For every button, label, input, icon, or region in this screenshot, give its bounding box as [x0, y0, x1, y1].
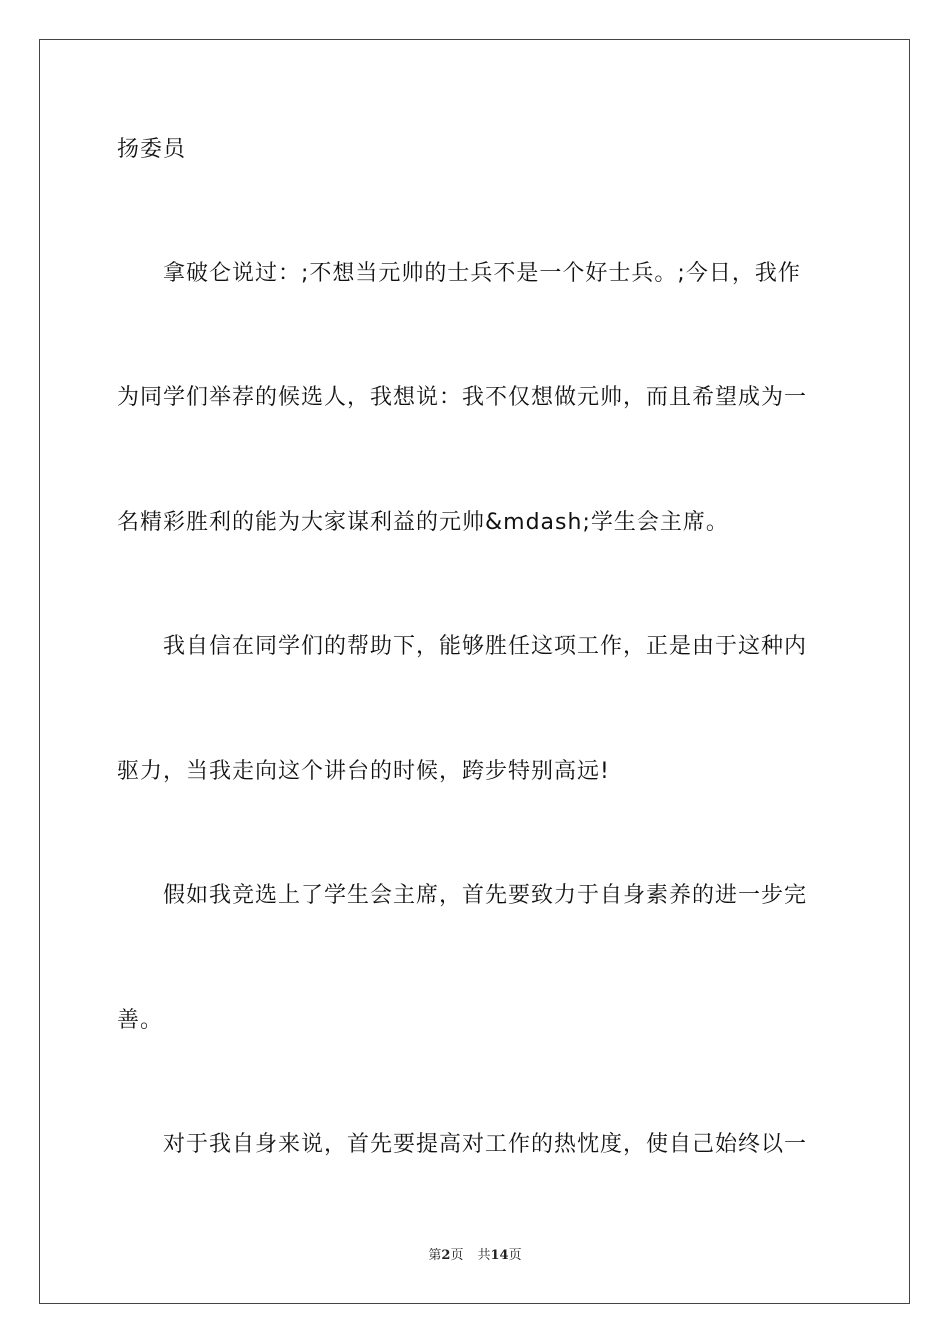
text-line-3: 为同学们举荐的候选人，我想说：我不仅想做元帅，而且希望成为一 — [117, 385, 808, 410]
text-line-8: 善。 — [117, 1008, 164, 1033]
total-suffix: 页 — [508, 1248, 522, 1263]
page-border — [39, 39, 910, 1304]
page-prefix: 第 — [428, 1248, 442, 1263]
text-line-9: 对于我自身来说，首先要提高对工作的热忱度，使自己始终以一 — [163, 1132, 808, 1157]
page-number: 2 — [441, 1248, 451, 1263]
text-line-1: 扬委员 — [117, 137, 187, 162]
page-suffix: 页 — [450, 1248, 464, 1263]
total-pages: 14 — [490, 1248, 509, 1263]
total-prefix: 共 — [477, 1248, 491, 1263]
page-footer — [0, 1247, 950, 1265]
text-line-6: 驱力，当我走向这个讲台的时候，跨步特别高远! — [117, 759, 610, 784]
text-line-2: 拿破仑说过：;不想当元帅的士兵不是一个好士兵。;今日，我作 — [163, 261, 801, 286]
text-line-4: 名精彩胜利的能为大家谋利益的元帅&mdash;学生会主席。 — [117, 510, 729, 535]
text-line-5: 我自信在同学们的帮助下，能够胜任这项工作，正是由于这种内 — [163, 634, 808, 659]
text-line-7: 假如我竞选上了学生会主席，首先要致力于自身素养的进一步完 — [163, 883, 808, 908]
